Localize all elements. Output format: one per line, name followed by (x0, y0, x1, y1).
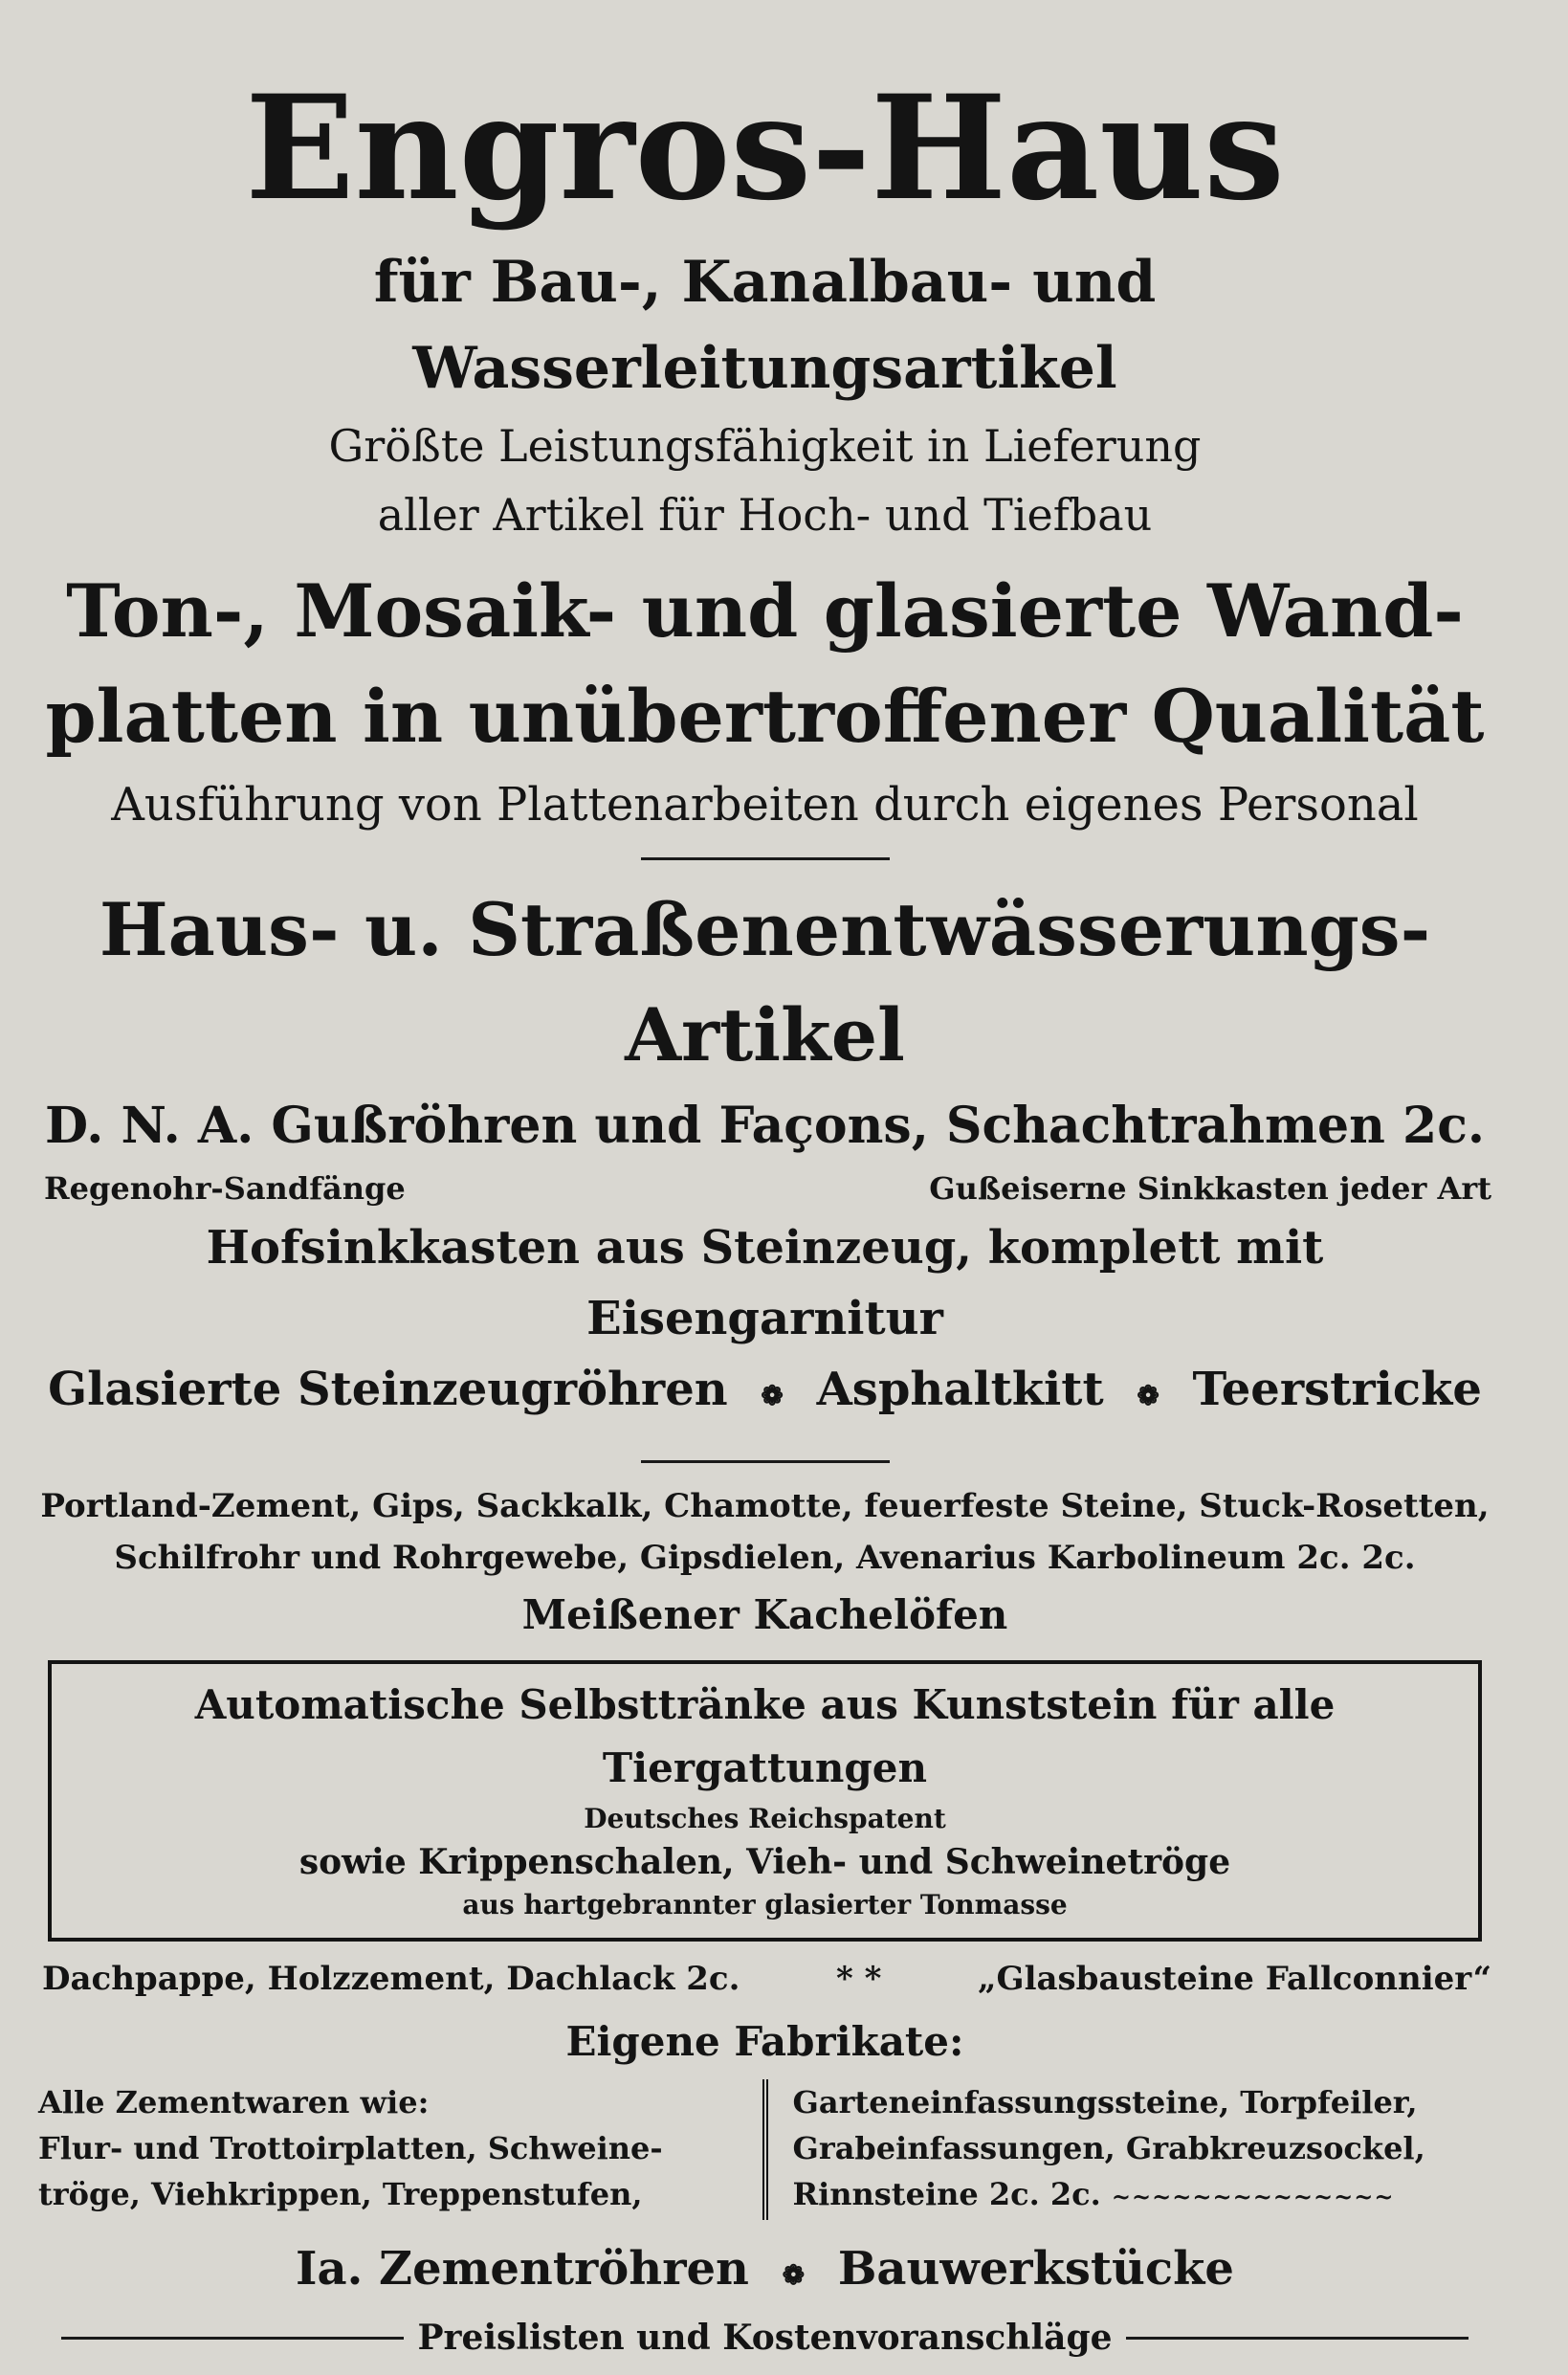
roofing-left: Dachpappe, Holzzement, Dachlack 2c. (42, 1960, 740, 1998)
tiles-service: Ausführung von Plattenarbeiten durch eigenes Personal (111, 778, 1419, 832)
line-left (61, 2337, 404, 2340)
materials-line-3: Meißener Kachelöfen (521, 1591, 1008, 1638)
wave-ornament: ~~~~~~~~~~~~~~ (1111, 2183, 1395, 2210)
ornament-icon: ❁ (1137, 1380, 1159, 1411)
own-right-line-2: Grabeinfassungen, Grabkreuzsockel, (792, 2130, 1425, 2166)
sinkbox-item: Gußeiserne Sinkkasten jeder Art (929, 1170, 1491, 1207)
ornament-icon: ❁ (782, 2259, 806, 2291)
drainage-heading: Haus- u. Straßenentwässerungs-Artikel (99, 887, 1431, 1077)
tar-ropes: Teerstricke (1192, 1363, 1482, 1416)
box-line-3: aus hartgebrannter glasierter Tonmasse (462, 1889, 1068, 1920)
sandtrap-item: Regenohr-Sandfänge (44, 1170, 406, 1207)
own-right-line-1: Garteneinfassungssteine, Torpfeiler, (792, 2084, 1418, 2120)
building-pieces: Bauwerkstücke (837, 2242, 1234, 2296)
drainage-pipes: D. N. A. Gußröhren und Façons, Schachtrahmen 2c. (45, 1097, 1485, 1155)
asphalt-putty: Asphaltkitt (816, 1363, 1104, 1416)
line-right (1126, 2337, 1469, 2340)
final-products-row (38, 2233, 1491, 2311)
title: Engros-Haus (245, 64, 1285, 233)
glazed-pipes: Glasierte Steinzeugröhren (48, 1363, 728, 1416)
drainage-yard: Hofsinkkasten aus Steinzeug, komplett mit Eisengarnitur (206, 1221, 1324, 1345)
tiles-line-1: Ton-, Mosaik- und glasierte Wand- (66, 568, 1464, 654)
roofing-right: „Glasbausteine Fallconnier“ (977, 1960, 1491, 1998)
box-patent: Deutsches Reichspatent (584, 1803, 946, 1834)
own-right-line-3: Rinnsteine 2c. 2c. (792, 2176, 1101, 2212)
drainage-products-row (38, 1354, 1491, 1432)
divider (641, 1460, 890, 1463)
own-left-line-2: Flur- und Trottoirplatten, Schweine- (38, 2130, 663, 2166)
price-list-row (38, 2311, 1491, 2364)
own-left-line-1: Alle Zementwaren wie: (38, 2084, 430, 2120)
selbsttraenke-box (48, 1660, 1482, 1942)
own-products-columns (38, 2079, 1491, 2220)
own-products-right (762, 2079, 1492, 2220)
drainage-items-row (38, 1165, 1491, 1212)
subtitle: für Bau-, Kanalbau- und Wasserleitungsartikel (373, 249, 1157, 402)
materials-line-2: Schilfrohr und Rohrgewebe, Gipsdielen, Avenarius Karbolineum 2c. 2c. (114, 1539, 1416, 1577)
cement-pipes: Ia. Zementröhren (296, 2242, 749, 2296)
own-products-left (38, 2079, 762, 2220)
divider (641, 857, 890, 860)
roofing-row (38, 1949, 1491, 2003)
capacity-line-2: aller Artikel für Hoch- und Tiefbau (377, 489, 1153, 541)
roofing-separator: * * (836, 1960, 882, 1998)
box-heading: Automatische Selbsttränke aus Kunststein für alle Tiergattungen (194, 1681, 1336, 1791)
box-line-2: sowie Krippenschalen, Vieh- und Schweinetröge (298, 1842, 1231, 1882)
tiles-line-2: platten in unübertroffener Qualität (45, 674, 1485, 759)
own-products-heading: Eigene Fabrikate: (565, 2018, 964, 2065)
materials-line-1: Portland-Zement, Gips, Sackkalk, Chamotte, feuerfeste Steine, Stuck-Rosetten, (40, 1487, 1490, 1525)
ornament-icon: ❁ (761, 1380, 784, 1411)
price-list-text: Preislisten und Kostenvoranschläge (417, 2318, 1113, 2358)
capacity-line-1: Größte Leistungsfähigkeit in Lieferung (328, 420, 1202, 472)
own-left-line-3: tröge, Viehkrippen, Treppenstufen, (38, 2176, 643, 2212)
